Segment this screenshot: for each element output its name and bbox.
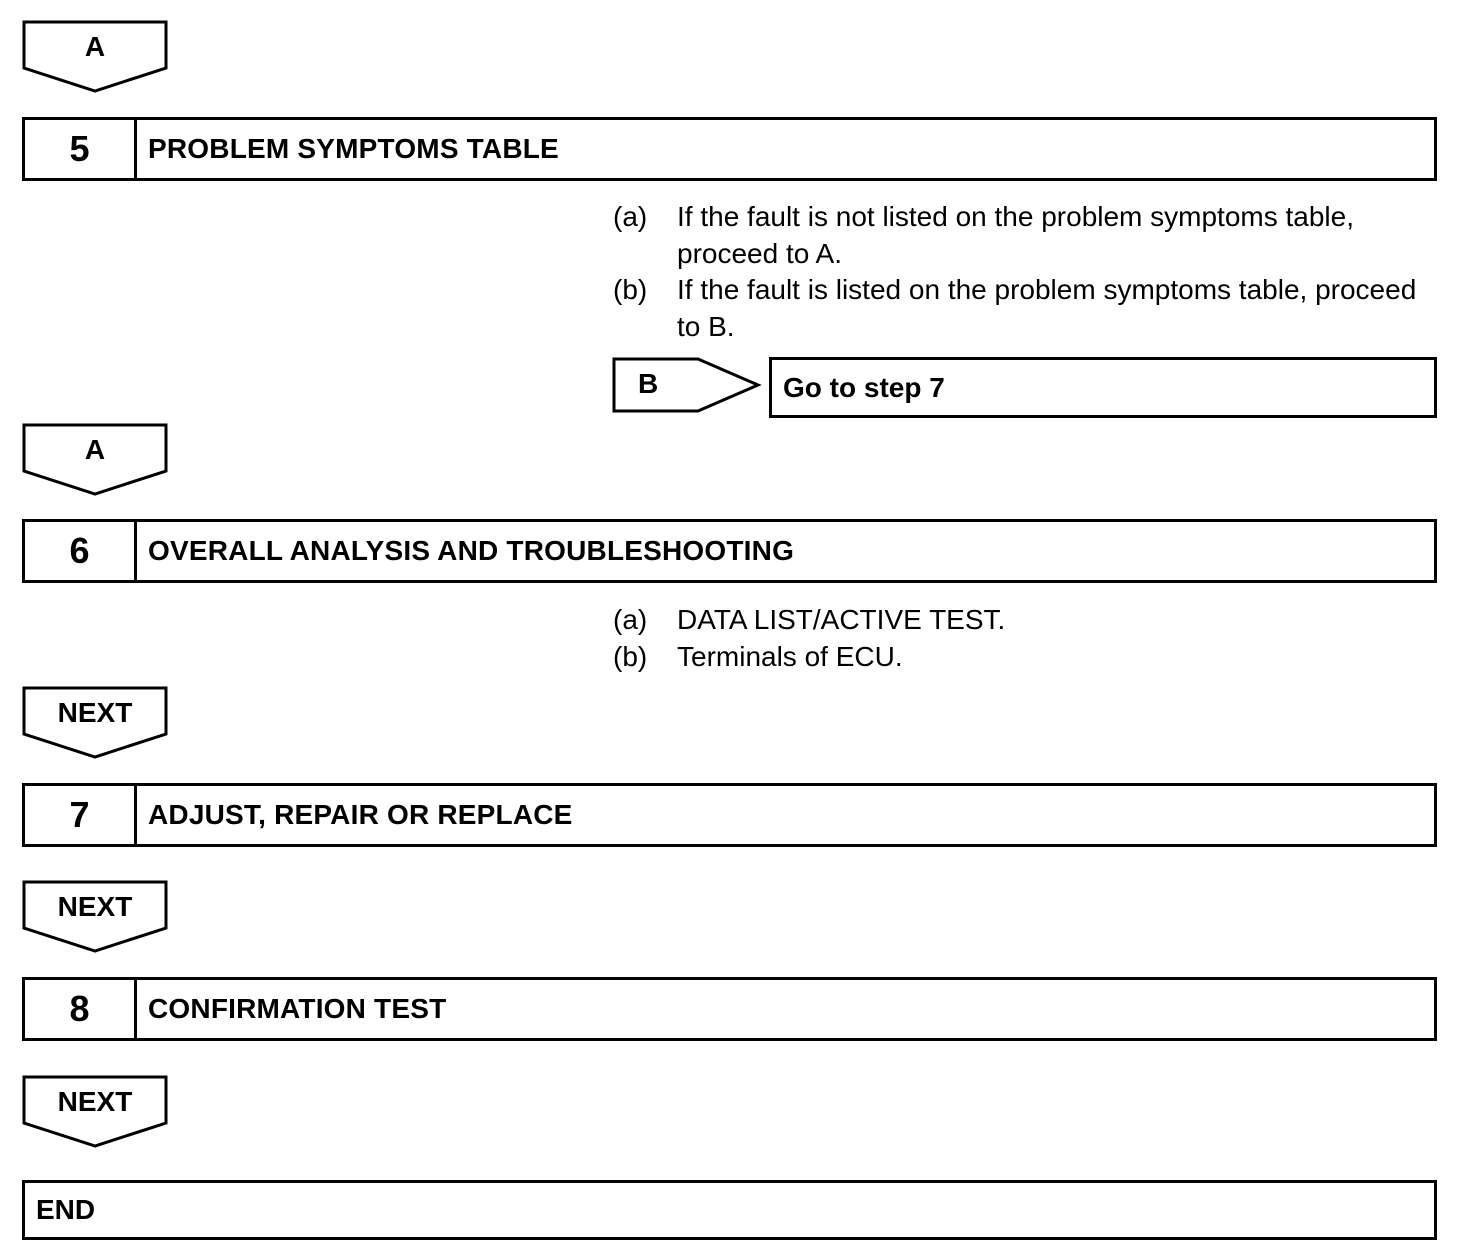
goto-step-7-box: Go to step 7 — [769, 357, 1437, 418]
connector-next-1 — [22, 686, 168, 760]
step-title: OVERALL ANALYSIS AND TROUBLESHOOTING — [148, 535, 795, 566]
note-text: If the fault is listed on the problem symptoms table, proceed to B. — [677, 274, 1417, 342]
note-a — [613, 199, 1437, 272]
connector-label: NEXT — [57, 697, 133, 728]
step-6-notes — [613, 602, 1437, 675]
step-8-box — [22, 977, 1437, 1041]
step-6-box — [22, 519, 1437, 583]
note-text: If the fault is not listed on the problem symptoms table, proceed to A. — [677, 201, 1355, 269]
step-title: PROBLEM SYMPTOMS TABLE — [148, 133, 559, 164]
step-title: ADJUST, REPAIR OR REPLACE — [148, 799, 573, 830]
connector-a-middle — [22, 423, 168, 497]
connector-label: NEXT — [57, 1086, 133, 1117]
connector-a-top — [22, 20, 168, 94]
connector-label: A — [84, 434, 106, 465]
step-number: 8 — [25, 980, 137, 1038]
connector-next-3 — [22, 1075, 168, 1149]
step-5-notes — [613, 199, 1437, 345]
connector-next-2 — [22, 880, 168, 954]
note-a — [613, 602, 1437, 639]
note-marker: (b) — [613, 274, 648, 305]
note-b — [613, 272, 1437, 345]
branch-label: B — [638, 368, 659, 399]
connector-label: A — [84, 31, 106, 62]
note-text: DATA LIST/ACTIVE TEST. — [677, 604, 1006, 635]
note-marker: (a) — [613, 604, 648, 635]
right-arrow-shape — [612, 357, 762, 415]
note-b — [613, 639, 1437, 676]
note-marker: (a) — [613, 201, 648, 232]
branch-b-arrow — [612, 357, 762, 415]
step-number: 5 — [25, 120, 137, 178]
note-marker: (b) — [613, 640, 648, 672]
note-text: Terminals of ECU. — [677, 640, 903, 672]
step-title: CONFIRMATION TEST — [148, 993, 447, 1024]
step-7-box — [22, 783, 1437, 847]
connector-label: NEXT — [57, 891, 133, 922]
step-number: 6 — [25, 522, 137, 580]
end-box: END — [22, 1180, 1437, 1240]
step-5-box — [22, 117, 1437, 181]
step-number: 7 — [25, 786, 137, 844]
